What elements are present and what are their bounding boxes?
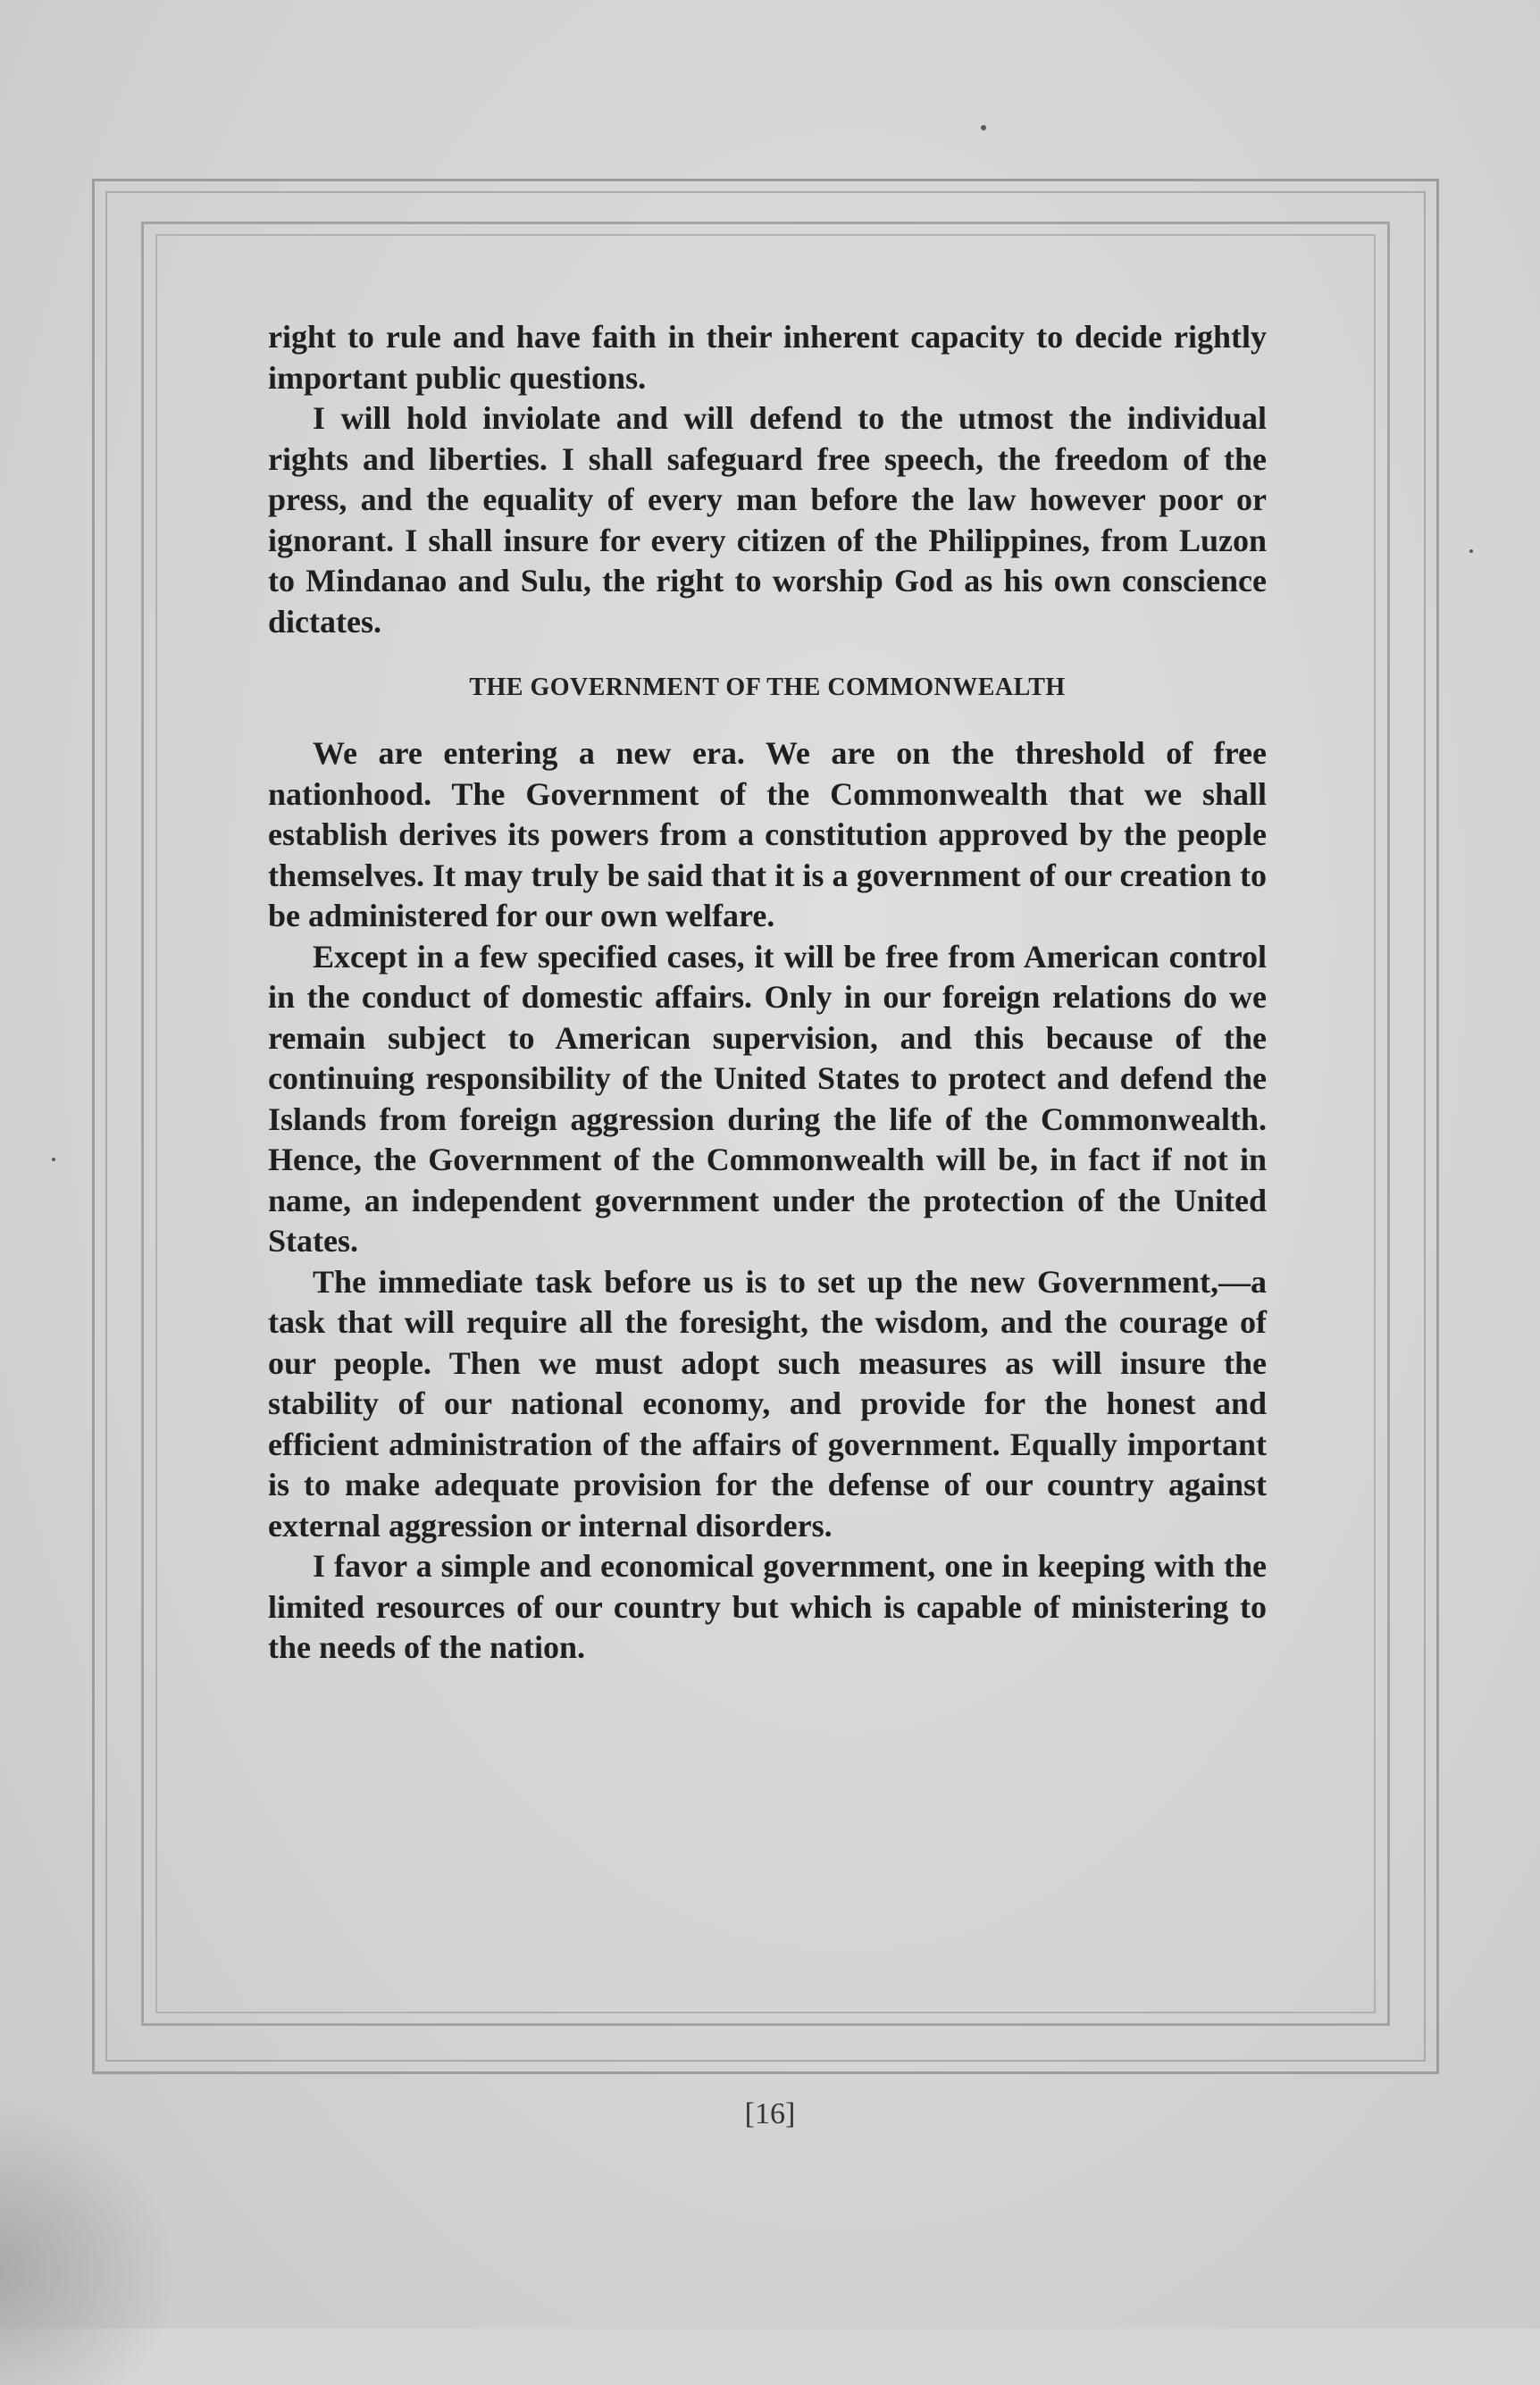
paragraph: Except in a few specified cases, it will be free from American control in the conduct of domestic affairs. Only in our foreign relations do we remain subject to American supervision, and this because of the continuing responsibility of the United States to protect and defend the Islands from foreign aggression during the life of the Commonwealth. Hence, the Government of the Commonwealth will be, in fact if not in name, an independent government under the protection of the United States. — [268, 938, 1267, 1259]
page-shadow — [0, 2099, 179, 2385]
paragraph: I favor a simple and economical government, one in keeping with the limited resources of our country but which is capable of ministering to the needs of the nation. — [268, 1548, 1267, 1665]
section-heading: THE GOVERNMENT OF THE COMMONWEALTH — [469, 674, 1066, 701]
paragraph: The immediate task before us is to set up the new Government,—a task that will require all the foresight, the wisdom, and the courage of our people. Then we must adopt such measures as will insure the stability of our national economy, and provide for the honest and efficient administration of the affairs of government. Equally important is to make adequate provision for the defense of our country against external aggression or internal disorders. — [268, 1263, 1267, 1544]
page-number: [16] — [744, 2097, 796, 2130]
dust-speck — [981, 125, 986, 130]
dust-speck — [1469, 549, 1473, 553]
paragraph: right to rule and have faith in their inherent capacity to decide rightly important public questions. — [268, 319, 1267, 396]
paragraph: We are entering a new era. We are on the threshold of free nationhood. The Government of the Commonwealth that we shall establish derives its powers from a constitution approved by the people themselves. It may truly be said that it is a government of our creation to be administered for our own welfare. — [268, 735, 1267, 933]
paragraph: I will hold inviolate and will defend to the utmost the individual rights and liberties. I shall safeguard free speech, the freedom of the press, and the equality of every man before the law however poor or ignorant. I shall insure for every citizen of the Philippines, from Luzon to Mindanao and Sulu, the right to worship God as his own conscience dictates. — [268, 400, 1267, 640]
dust-speck — [52, 1158, 55, 1161]
body-text — [268, 317, 1267, 1669]
